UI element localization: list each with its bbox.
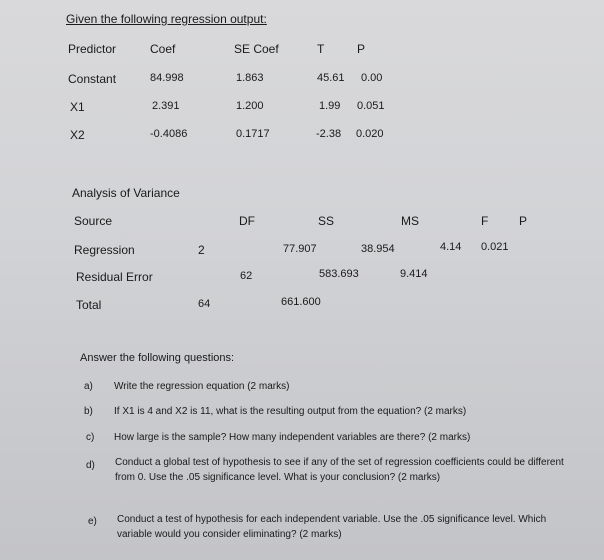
anova-cell-source: Regression [74, 243, 135, 257]
anova-cell-source: Total [76, 298, 102, 312]
cell-p: 0.051 [357, 100, 385, 112]
cell-coef: 2.391 [152, 100, 180, 112]
cell-t: 45.61 [317, 72, 345, 84]
header-predictor: Predictor [68, 42, 117, 56]
page-title: Given the following regression output: [66, 12, 267, 26]
anova-cell-ss: 661.600 [281, 296, 321, 308]
anova-cell-df: 62 [240, 270, 253, 282]
question-text: Conduct a test of hypothesis for each independent variable. Use the .05 significance level. Which variable would you consider eliminating? (2 marks) [117, 514, 547, 540]
question-letter: a) [84, 381, 93, 392]
cell-predictor: X2 [70, 128, 85, 142]
question-letter: c) [86, 432, 95, 443]
anova-cell-ss: 77.907 [283, 243, 317, 255]
question-text: Conduct a global test of hypothesis to see if any of the set of regression coefficients could be different from 0. Use the .05 significance level. What is your conclusion? (2 marks) [115, 457, 564, 483]
cell-p: 0.020 [356, 128, 384, 140]
question-text: Write the regression equation (2 marks) [114, 381, 290, 392]
anova-cell-df: 64 [198, 298, 211, 310]
question-text: If X1 is 4 and X2 is 11, what is the resulting output from the equation? (2 marks) [114, 406, 467, 417]
cell-t: -2.38 [316, 128, 342, 140]
question-letter: b) [84, 406, 93, 417]
anova-header-p: P [519, 214, 528, 228]
anova-header-ms: MS [401, 214, 419, 228]
cell-se-coef: 1.200 [236, 100, 264, 112]
anova-cell-df: 2 [198, 243, 205, 257]
question-letter: d) [86, 460, 95, 471]
cell-coef: 84.998 [150, 72, 184, 84]
anova-cell-ss: 583.693 [319, 268, 359, 280]
header-t: T [317, 42, 325, 56]
header-se-coef: SE Coef [234, 42, 279, 56]
header-coef: Coef [150, 42, 176, 56]
anova-header-df: DF [239, 214, 255, 228]
cell-se-coef: 0.1717 [236, 128, 270, 140]
question-text: How large is the sample? How many independent variables are there? (2 marks) [114, 432, 471, 443]
cell-predictor: Constant [68, 72, 117, 86]
cell-se-coef: 1.863 [236, 72, 264, 84]
anova-title: Analysis of Variance [72, 186, 180, 200]
anova-cell-p: 0.021 [481, 241, 509, 253]
anova-header-source: Source [74, 214, 113, 228]
header-p: P [357, 42, 366, 56]
anova-cell-source: Residual Error [76, 270, 153, 284]
questions-intro: Answer the following questions: [80, 352, 235, 364]
question-letter: e) [88, 516, 97, 527]
cell-coef: -0.4086 [150, 128, 188, 140]
cell-p: 0.00 [361, 72, 383, 84]
anova-cell-f: 4.14 [440, 241, 462, 253]
anova-header-f: F [481, 214, 489, 228]
cell-predictor: X1 [70, 100, 85, 114]
anova-header-ss: SS [318, 214, 335, 228]
cell-t: 1.99 [319, 100, 341, 112]
anova-cell-ms: 38.954 [361, 243, 395, 255]
anova-cell-ms: 9.414 [400, 268, 428, 280]
